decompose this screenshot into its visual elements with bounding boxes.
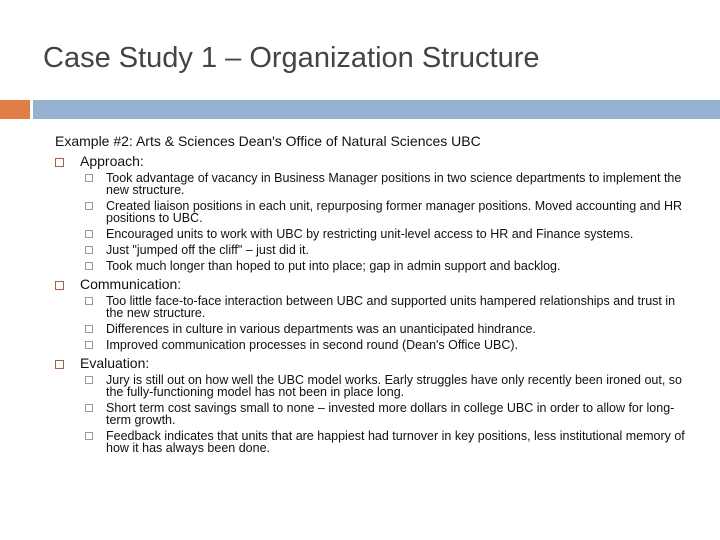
list-item [55,323,695,335]
list-item [55,430,695,454]
list-item [55,260,695,272]
list-item [55,339,695,351]
slide-title: Case Study 1 – Organization Structure [43,42,540,74]
list-item-text: Took advantage of vacancy in Business Manager positions in two science departments to implement the new structure. [106,171,682,197]
bullet-list [55,374,695,454]
bullet-icon [85,246,93,254]
section-label: Evaluation: [80,355,150,371]
list-item-text: Too little face-to-face interaction between UBC and supported units hampered relationships and trust in the new structure. [106,294,676,320]
list-item [55,244,695,256]
bullet-icon [85,325,93,333]
list-item-text: Jury is still out on how well the UBC model works. Early struggles have only recently been ironed out, so the fully-functioning model has not been in place long. [106,373,682,399]
section-heading [55,355,695,371]
bullet-icon [85,404,93,412]
bullet-icon [55,360,64,369]
list-item [55,228,695,240]
bullet-icon [85,230,93,238]
bullet-icon [55,158,64,167]
list-item-text: Took much longer than hoped to put into place; gap in admin support and backlog. [106,259,561,273]
accent-bar-blue [33,100,720,119]
list-item-text: Feedback indicates that units that are happiest had turnover in key positions, less institutional memory of how it has always been done. [106,429,685,455]
list-item [55,374,695,398]
bullet-icon [55,281,64,290]
intro-text: Example #2: Arts & Sciences Dean's Office of Natural Sciences UBC [55,133,481,149]
section-heading [55,153,695,169]
slide-content [55,133,695,458]
bullet-icon [85,174,93,182]
list-item [55,402,695,426]
list-item-text: Short term cost savings small to none – invested more dollars in college UBC in order to allow for long-term growth. [106,401,675,427]
section-label: Approach: [80,153,144,169]
list-item-text: Encouraged units to work with UBC by restricting unit-level access to HR and Finance systems. [106,227,634,241]
bullet-icon [85,341,93,349]
list-item-text: Just "jumped off the cliff" – just did it. [106,243,309,257]
bullet-icon [85,202,93,210]
list-item-text: Created liaison positions in each unit, repurposing former manager positions. Moved accounting and HR positions to UBC. [106,199,683,225]
list-item-text: Differences in culture in various departments was an unanticipated hindrance. [106,322,536,336]
bullet-icon [85,376,93,384]
list-item-text: Improved communication processes in second round (Dean's Office UBC). [106,338,519,352]
list-item [55,295,695,319]
bullet-icon [85,432,93,440]
section-label: Communication: [80,276,182,292]
section-heading [55,276,695,292]
bullet-list [55,172,695,272]
bullet-icon [85,262,93,270]
bullet-list [55,295,695,351]
bullet-icon [85,297,93,305]
list-item [55,172,695,196]
accent-bar-orange [0,100,30,119]
list-item [55,200,695,224]
